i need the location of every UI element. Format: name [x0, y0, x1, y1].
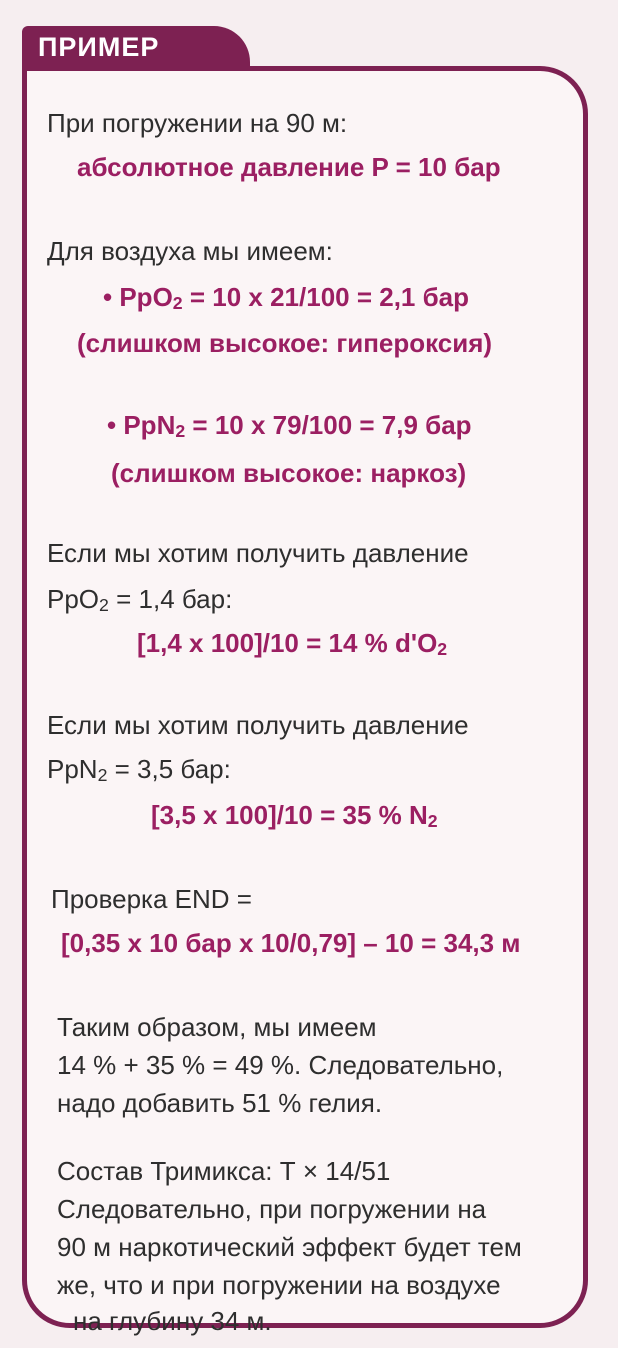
target-ppo2-intro: Если мы хотим получить давление — [47, 538, 469, 568]
air-intro: Для воздуха мы имеем: — [47, 236, 333, 266]
ppn2-target: = 3,5 бар: — [107, 754, 231, 784]
ppo2-subscript: 2 — [172, 293, 183, 314]
nitrogen-percent-formula — [151, 801, 438, 832]
oxygen-formula-text: [1,4 x 100]/10 = 14 % d'O — [137, 628, 438, 658]
ppn2-symbol: PpN — [47, 754, 98, 784]
dive-depth-intro: При погружении на 90 м: — [47, 108, 348, 138]
ppn2-subscript: 2 — [175, 421, 186, 442]
oxygen-subscript: 2 — [437, 639, 448, 660]
summary-line-3: надо добавить 51 % гелия. — [57, 1088, 383, 1118]
conclusion-line-4: на глубину 34 м. — [73, 1306, 272, 1336]
nitrogen-subscript: 2 — [427, 811, 438, 832]
conclusion-line-2: 90 м наркотический эффект будет тем — [57, 1232, 522, 1262]
conclusion-line-1: Следовательно, при погружении на — [57, 1194, 487, 1224]
end-check-label: Проверка END = — [51, 884, 252, 914]
ppo2-subscript: 2 — [99, 595, 109, 616]
end-check-formula: [0,35 x 10 бар x 10/0,79] – 10 = 34,3 м — [61, 928, 521, 958]
target-ppo2-value — [47, 585, 232, 616]
oxygen-percent-formula — [137, 629, 447, 660]
header-title: ПРИМЕР — [38, 32, 160, 62]
ppo2-symbol: PpO — [119, 282, 173, 312]
summary-line-1: Таким образом, мы имеем — [57, 1012, 377, 1042]
ppo2-note: (слишком высокое: гипероксия) — [77, 328, 493, 358]
ppn2-subscript: 2 — [97, 765, 108, 786]
absolute-pressure-line: абсолютное давление P = 10 бар — [77, 152, 501, 182]
trimix-composition: Состав Тримикса: Т × 14/51 — [57, 1156, 391, 1186]
header-tab — [22, 26, 250, 70]
conclusion-line-3: же, что и при погружении на воздухе — [57, 1270, 501, 1300]
bullet: • — [103, 282, 113, 312]
ppn2-calculation — [107, 411, 472, 442]
ppo2-formula: = 10 x 21/100 = 2,1 бар — [182, 282, 470, 312]
ppo2-symbol: PpO — [47, 584, 100, 614]
target-ppn2-intro: Если мы хотим получить давление — [47, 710, 469, 740]
nitrogen-formula-text: [3,5 x 100]/10 = 35 % N — [151, 800, 428, 830]
ppo2-calculation — [103, 283, 469, 314]
ppo2-target: = 1,4 бар: — [108, 584, 233, 614]
example-card — [22, 66, 588, 1336]
ppn2-formula: = 10 x 79/100 = 7,9 бар — [185, 410, 472, 440]
ppn2-symbol: PpN — [123, 410, 176, 440]
bullet: • — [107, 410, 117, 440]
summary-line-2: 14 % + 35 % = 49 %. Следовательно, — [57, 1050, 504, 1080]
ppn2-note: (слишком высокое: наркоз) — [111, 458, 467, 488]
target-ppn2-value — [47, 755, 231, 786]
